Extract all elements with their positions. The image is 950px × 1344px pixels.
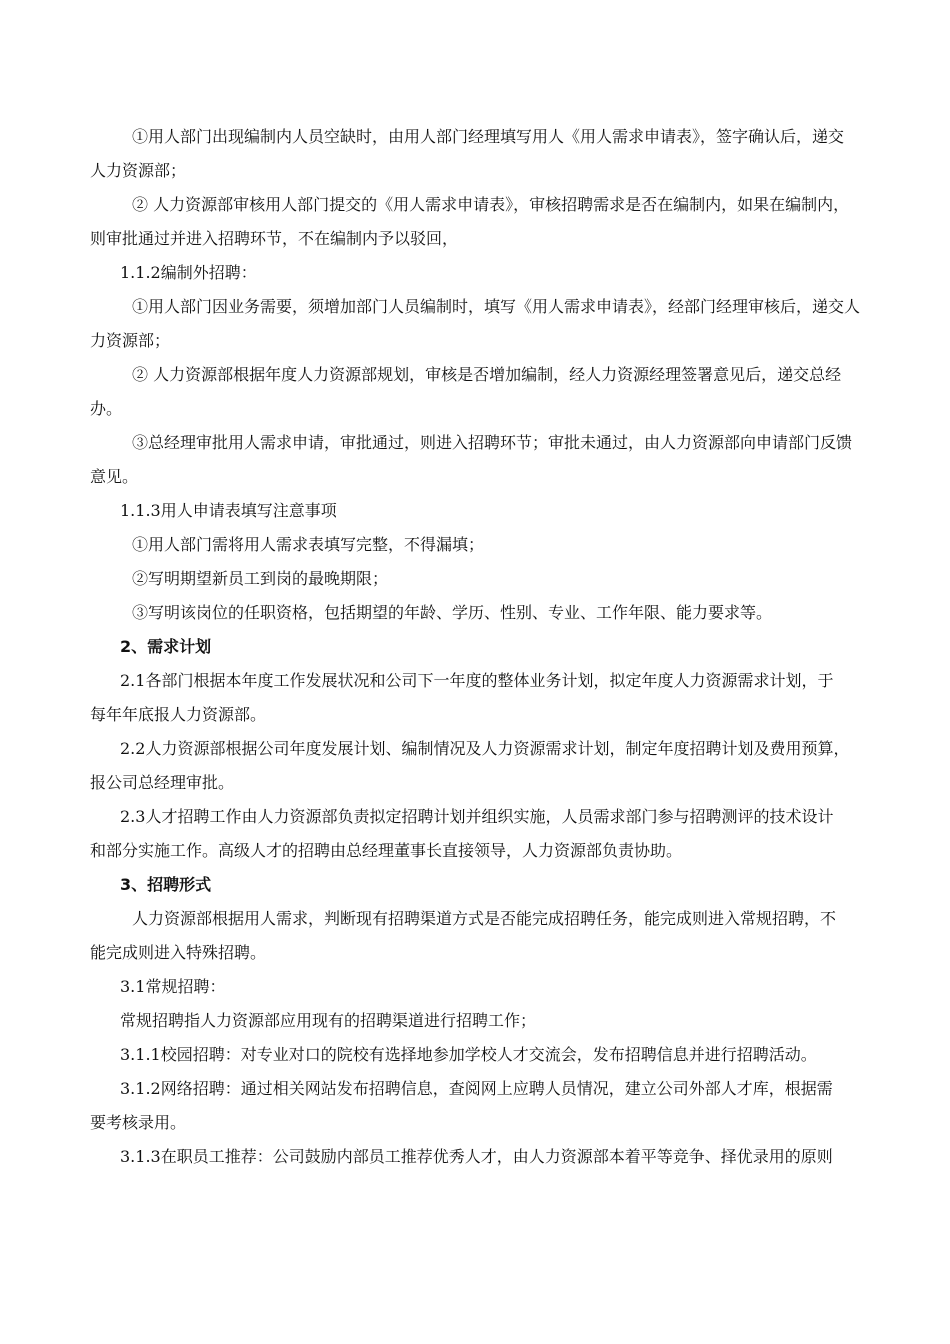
document-body bbox=[90, 120, 866, 1174]
text-line: ①用人部门因业务需要，须增加部门人员编制时，填写《用人需求申请表》，经部门经理审核后，递交人 bbox=[132, 297, 861, 316]
text-line: 3.1.2网络招聘：通过相关网站发布招聘信息，查阅网上应聘人员情况，建立公司外部人才库，根据需 bbox=[120, 1079, 833, 1098]
section-heading: 3、招聘形式 bbox=[120, 875, 212, 894]
subsection-heading: 1.1.3用人申请表填写注意事项 bbox=[120, 501, 337, 520]
text-line: 力资源部； bbox=[90, 331, 171, 350]
text-line: ①用人部门出现编制内人员空缺时，由用人部门经理填写用人《用人需求申请表》，签字确认后，递交 bbox=[132, 127, 845, 146]
text-line: 2.2人力资源部根据公司年度发展计划、编制情况及人力资源需求计划，制定年度招聘计划及费用预算， bbox=[120, 739, 850, 758]
text-line: ② 人力资源部审核用人部门提交的《用人需求申请表》，审核招聘需求是否在编制内，如果在编制内， bbox=[132, 195, 850, 214]
text-line: 能完成则进入特殊招聘。 bbox=[90, 943, 267, 962]
text-line: ③写明该岗位的任职资格，包括期望的年龄、学历、性别、专业、工作年限、能力要求等。 bbox=[132, 603, 773, 622]
subsection-heading: 1.1.2编制外招聘： bbox=[120, 263, 257, 282]
text-line: ③总经理审批用人需求申请，审批通过，则进入招聘环节；审批未通过，由人力资源部向申请部门反馈 bbox=[132, 433, 853, 452]
text-line: 要考核录用。 bbox=[90, 1113, 187, 1132]
text-line: 3.1.3在职员工推荐：公司鼓励内部员工推荐优秀人才，由人力资源部本着平等竞争、择优录用的原则 bbox=[120, 1147, 833, 1166]
text-line: 2.3人才招聘工作由人力资源部负责拟定招聘计划并组织实施，人员需求部门参与招聘测评的技术设计 bbox=[120, 807, 834, 826]
text-line: 每年年底报人力资源部。 bbox=[90, 705, 267, 724]
text-line: 常规招聘指人力资源部应用现有的招聘渠道进行招聘工作； bbox=[120, 1011, 537, 1030]
text-line: 办。 bbox=[90, 399, 123, 418]
text-line: ②写明期望新员工到岗的最晚期限； bbox=[132, 569, 389, 588]
text-line: 报公司总经理审批。 bbox=[90, 773, 235, 792]
text-line: 则审批通过并进入招聘环节，不在编制内予以驳回， bbox=[90, 229, 459, 248]
text-line: 意见。 bbox=[90, 467, 139, 486]
subsection-heading: 3.1常规招聘： bbox=[120, 977, 226, 996]
text-line: 2.1各部门根据本年度工作发展状况和公司下一年度的整体业务计划，拟定年度人力资源需求计划，于 bbox=[120, 671, 834, 690]
text-line: 人力资源部； bbox=[90, 161, 187, 180]
text-line: 3.1.1校园招聘：对专业对口的院校有选择地参加学校人才交流会，发布招聘信息并进行招聘活动。 bbox=[120, 1045, 817, 1064]
section-heading: 2、需求计划 bbox=[120, 637, 212, 656]
text-line: ①用人部门需将用人需求表填写完整，不得漏填； bbox=[132, 535, 485, 554]
text-line: 人力资源部根据用人需求，判断现有招聘渠道方式是否能完成招聘任务，能完成则进入常规招聘，不 bbox=[132, 909, 837, 928]
text-line: ② 人力资源部根据年度人力资源部规划，审核是否增加编制，经人力资源经理签署意见后，递交总经 bbox=[132, 365, 842, 384]
text-line: 和部分实施工作。高级人才的招聘由总经理董事长直接领导，人力资源部负责协助。 bbox=[90, 841, 683, 860]
